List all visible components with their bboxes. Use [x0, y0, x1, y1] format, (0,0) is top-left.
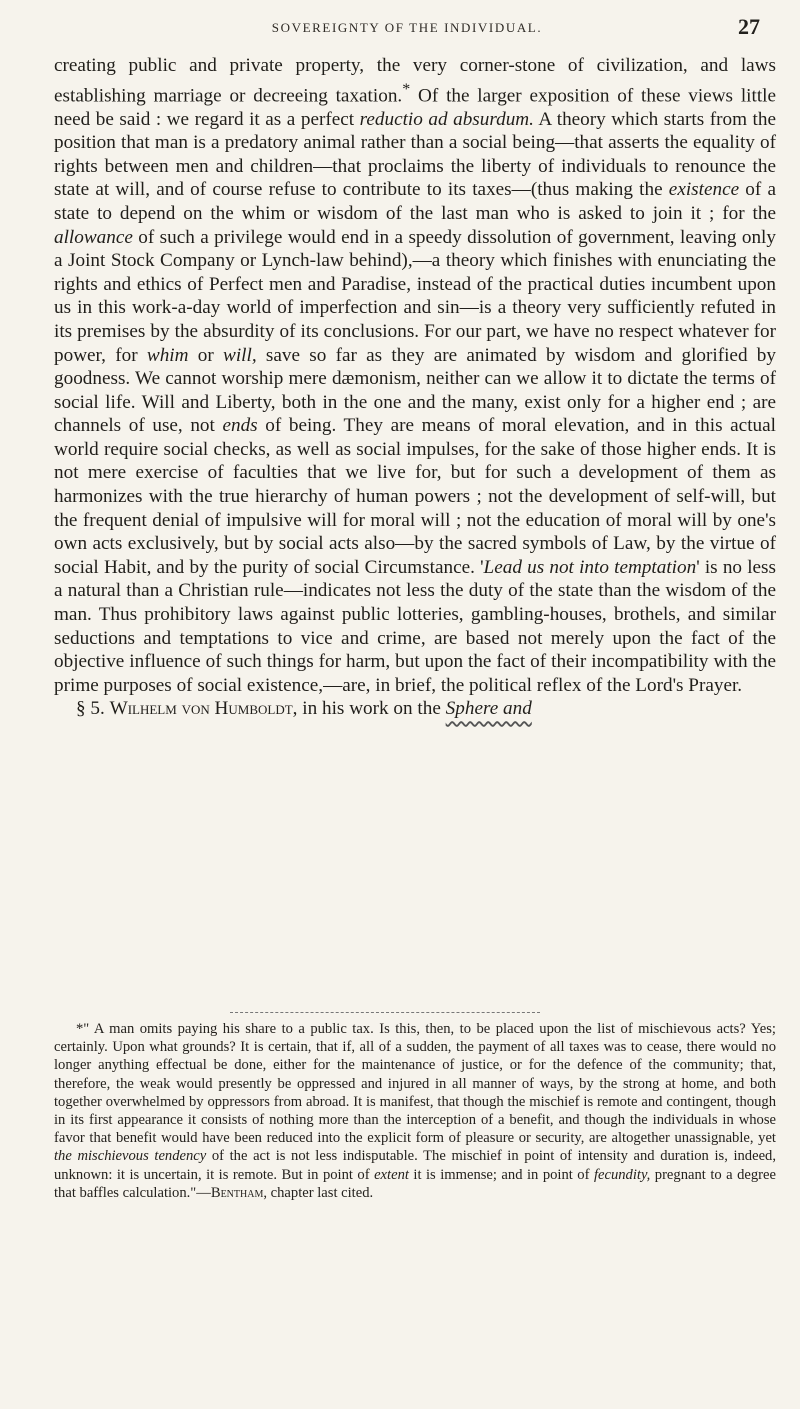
italic-phrase: whim: [146, 344, 189, 366]
italic-phrase: existence: [668, 179, 740, 201]
section-start: [54, 697, 776, 721]
italic-phrase: reductio ad absurdum.: [359, 108, 534, 130]
text-run: A theory which starts from the position that man is a predatory animal rather than a social being—that asserts the equality of rights between men and children—that proclaims the liberty of individuals to renounce the state at will, and of course refuse to contribute to its taxes—(thus making the: [54, 108, 777, 201]
italic-phrase: ends: [222, 415, 258, 437]
page-number: 27: [738, 14, 760, 39]
section-number: § 5.: [76, 698, 110, 720]
text-run: of being. They are means of moral elevation, and in this actual world require social checks, as well as social impulses, for the sake of those higher ends. It is not mere exercise of faculties that we live for, but for such a development of them as harmonizes with the true hierarchy of human powers ; not the development of self-will, but the frequent denial of impulsive will for moral will ; not the education of moral will by one's own acts exclusively, but by social acts also—by the sacred symbols of Law, by the virtue of social Habit, and by the purity of social Circumstance. ': [54, 415, 776, 578]
paragraph: [54, 54, 776, 697]
italic-phrase: allowance: [54, 226, 133, 248]
text-run: chapter last cited.: [267, 1184, 374, 1201]
text-run: of such a privilege would end in a speedy dissolution of government, leaving only a Joint Stock Company or Lynch-law behind),—a theory which finishes with enunciating the rights and ethics of Perfect men and Paradise, instead of the practical duties incumbent upon us in this work-a-day world of imperfection and sin—is a theory very sufficiently refuted in its premises by the absurdity of its conclusions. For our part, we have no respect whatever for power, for: [54, 226, 776, 366]
italic-phrase: Lead us not into temptation: [483, 556, 697, 578]
footnote: [54, 1020, 776, 1202]
footnote-divider: [230, 1012, 540, 1013]
author-name: Wilhelm von Humboldt,: [109, 698, 298, 720]
work-title: Sphere and: [445, 698, 532, 720]
text-run: in his work on the: [297, 698, 446, 720]
italic-phrase: will,: [223, 344, 257, 366]
text-run: save so far as they are animated by wisdom and glorified by goodness. We cannot worship mere dæmonism, neither can we allow it to dictate the terms of social life. Will and Liberty, both in the one and the many, exist only for a higher end ; are channels of use, not: [54, 344, 776, 437]
italic-phrase: fecundity,: [593, 1166, 651, 1183]
running-head: SOVEREIGNTY OF THE INDIVIDUAL.: [271, 20, 543, 35]
text-run: " A man omits paying his share to a public tax. Is this, then, to be placed upon the list of mischievous acts? Yes; certainly. Upon what grounds? It is certain, that if, all of a sudden, the payment of all taxes was to cease, there would no longer anything effectual be done, either for the maintenance of justice, or for the defence of the community; that, therefore, the weak would presently be oppressed and injured in all manner of ways, by the strong at home, and both together overwhelmed by oppressors from abroad. It is manifest, that though the mischief is remote and contingent, though in its first appearance it consists of nothing more than the interception of a benefit, and though the individuals in whose favor that benefit would have been reduced into the explicit form of pleasure or security, are altogether unassignable, yet: [54, 1021, 776, 1147]
text-run: it is immense; and in point of: [408, 1166, 594, 1183]
text-run: creating public and private property, the very corner-stone of civilization, and laws establishing marriage or decreeing taxation.: [54, 55, 776, 106]
italic-phrase: extent: [374, 1166, 409, 1183]
text-run: of a state to depend on the whim or wisdom of the last man who is asked to join it ; for the: [54, 179, 777, 224]
italic-phrase: the mischievous tendency: [54, 1148, 207, 1165]
text-run: or: [188, 344, 224, 366]
text-run: ' is no less a natural than a Christian rule—indicates not less the duty of the state than the wisdom of the man. Thus prohibitory laws against public lotteries, gambling-houses, brothels, and similar seductions and temptations to vice and crime, are based not merely upon the fact of the objective influence of such things for harm, but upon the fact of their incompatibility with the prime purposes of social existence,—are, in brief, the political reflex of the Lord's Prayer.: [54, 556, 776, 696]
page-header: [54, 14, 760, 40]
text-run: Of the larger exposition of these views little need be said : we regard it as a perfect: [54, 84, 777, 130]
footnote-reference: *: [402, 80, 411, 98]
text-run: pregnant to a degree that baffles calculation."—: [54, 1166, 776, 1201]
main-text: [54, 54, 776, 721]
source-author: Bentham,: [210, 1184, 267, 1201]
footnote-mark: *: [76, 1021, 84, 1037]
text-run: of the act is not less indisputable. The mischief in point of intensity and duration is, indeed, unknown: it is uncertain, it is remote. But in point of: [54, 1148, 776, 1183]
